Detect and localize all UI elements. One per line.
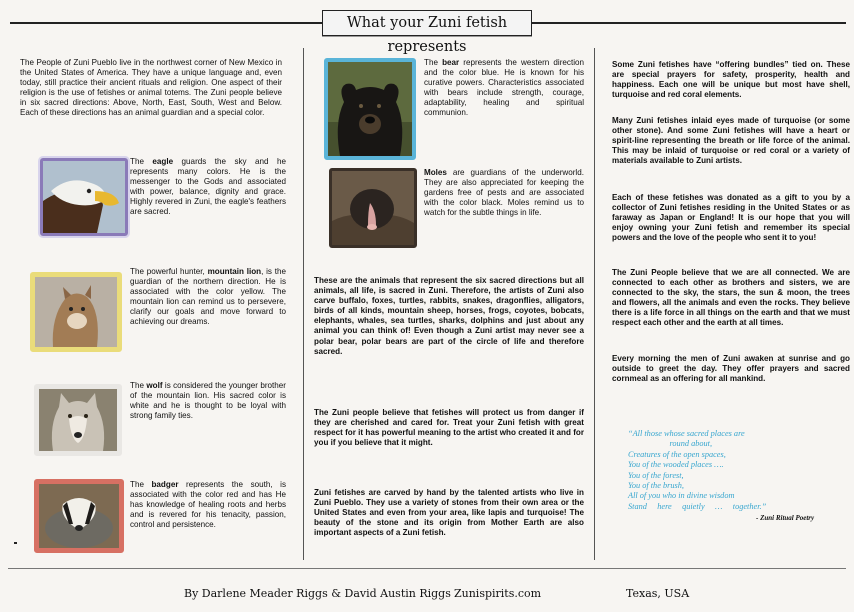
poem-line: You of the forest,: [628, 470, 684, 480]
footer-rule: [8, 568, 846, 569]
mountain-lion-image: [35, 277, 117, 347]
mole-photo: [329, 168, 417, 248]
eagle-image: [43, 161, 125, 233]
poem-line: “All those whose sacred places are: [628, 429, 745, 438]
mountain-lion-text: The powerful hunter, mountain lion, is the guardian of the northern direction. He is associated with the color yellow. The mountain lion can remind us to persevere, clarify our goals and move forward to achieving our dreams.: [130, 267, 286, 327]
badger-image: [39, 484, 119, 548]
mountain-lion-photo: [30, 272, 122, 352]
morning-paragraph: Every morning the men of Zuni awaken at sunrise and go outside to greet the day. They offer prayers and sacred cornmeal as an offering for all mankind.: [612, 354, 850, 384]
moles-text: Moles are guardians of the underworld. They are also appreciated for keeping the gardens free of pests and are associated with the color black. Moles remind us to watch for the subtle things in life.: [424, 168, 584, 218]
bear-photo: [324, 58, 416, 160]
title-rule-right: [531, 22, 846, 24]
column-divider-right: [594, 48, 595, 560]
poem-credit: - Zuni Ritual Poetry: [756, 514, 815, 523]
bear-image: [328, 62, 412, 156]
wolf-photo: [34, 384, 122, 456]
badger-photo: [34, 479, 124, 553]
wolf-text: The wolf is considered the younger brother of the mountain lion. His sacred color is white and he is thought to be loyal with strong family ties.: [130, 381, 286, 421]
connected-paragraph: The Zuni People believe that we are all connected. We are connected to each other as brothers and sisters, we are connected to the sky, the stars, the sun & moon, the trees and flowers, all the animals and even the rocks. They believe there is a life force in all things on the earth and that we must respect each other and the earth at all times.: [612, 268, 850, 328]
footer-website: Zunispirits.com: [454, 587, 542, 600]
carving-paragraph: Zuni fetishes are carved by hand by the talented artists who live in Zuni Pueblo. They use a variety of stones from their own area or the United States and even from your area, like lapis and turquoise! The beauty of the stone and its origin from Mother Earth are also important aspects of a Zuni fetish.: [314, 488, 584, 538]
protection-paragraph: The Zuni people believe that fetishes will protect us from danger if they are cherished and cared for. Treat your Zuni fetish with great respect for it has powerful meaning to the artist who created it and for you if you believe that it might.: [314, 408, 584, 448]
poem-line: round about,: [628, 439, 713, 449]
badger-text: The badger represents the south, is associated with the color red and has He has knowledge of healing roots and herbs and is revered for his tenacity, passion, control and persistence.: [130, 480, 286, 530]
bullet-mark: [14, 542, 17, 544]
column-divider-left: [303, 48, 304, 560]
page-title: What your Zuni fetish represents: [322, 10, 532, 36]
footer-location: Texas, USA: [626, 587, 690, 600]
sacred-animals-paragraph: These are the animals that represent the six sacred directions but all animals, all life, is sacred in Zuni. Therefore, the artists of Zuni also carve buffalo, foxes, turtles, rabbits, snakes, dragonflies, alligators, birds of all kinds, mountain sheep, horses, frogs, coyotes, bobcats, elephants, whales, sea turtles, sharks, dolphins and just about any animal you can think of! Even though a Zuni artist may never see a polar bear, polar bears are part of the circle of life and therefore sacred.: [314, 276, 584, 356]
donation-paragraph: Each of these fetishes was donated as a gift to you by a collector of Zuni fetishes residing in the United States or as faraway as Japan or England! It is our hope that you will enjoy owning your Zuni fetish and remember its special powers and the love of the people who sent it to you!: [612, 193, 850, 243]
footer-authors: By Darlene Meader Riggs & David Austin Riggs: [184, 587, 451, 600]
poem-line: You of the wooded places ….: [628, 460, 724, 470]
offering-bundles-paragraph: Some Zuni fetishes have “offering bundles” tied on. These are special prayers for safety, prosperity, health and happiness. Each one will be unique but most have shell, turquoise and red coral elements.: [612, 60, 850, 100]
poem-line: Creatures of the open spaces,: [628, 449, 726, 459]
wolf-image: [39, 389, 117, 451]
eagle-photo: [40, 158, 128, 236]
inlaid-eyes-paragraph: Many Zuni fetishes inlaid eyes made of turquoise (or some other stone). And some Zuni fetishes will have a heart or spirit-line representing the breath or life force of the animal. This may be inlaid of turquoise or red coral or a variety of materials available to Zuni artists.: [612, 116, 850, 166]
zuni-poem: [628, 429, 852, 524]
intro-paragraph: The People of Zuni Pueblo live in the northwest corner of New Mexico in the United States of America. They have a unique language and, even today, still practice their ancient rituals and religion. One aspect of their religion is the use of fetishes or animal totems. The Zuni people believe in six sacred directions: Above, North, East, South, West and Below. Each of these directions has an animal guardian and a special color.: [20, 58, 282, 118]
eagle-text: The eagle guards the sky and he represents many colors. He is the messenger to the Gods and associated with power, balance, dignity and grace. Highly revered in Zuni, the eagle's feathers are sacred.: [130, 157, 287, 217]
mole-image: [332, 171, 414, 245]
poem-line: All of you who in divine wisdom: [628, 491, 735, 501]
poem-line: Stand here quietly … together.”: [628, 501, 767, 511]
bear-text: The bear represents the western direction and the color blue. He is known for his curative powers. Characteristics associated with bears include strength, courage, adaptability, healing and spiritual communion.: [424, 58, 585, 118]
title-rule-left: [10, 22, 322, 24]
poem-line: You of the brush,: [628, 481, 684, 491]
